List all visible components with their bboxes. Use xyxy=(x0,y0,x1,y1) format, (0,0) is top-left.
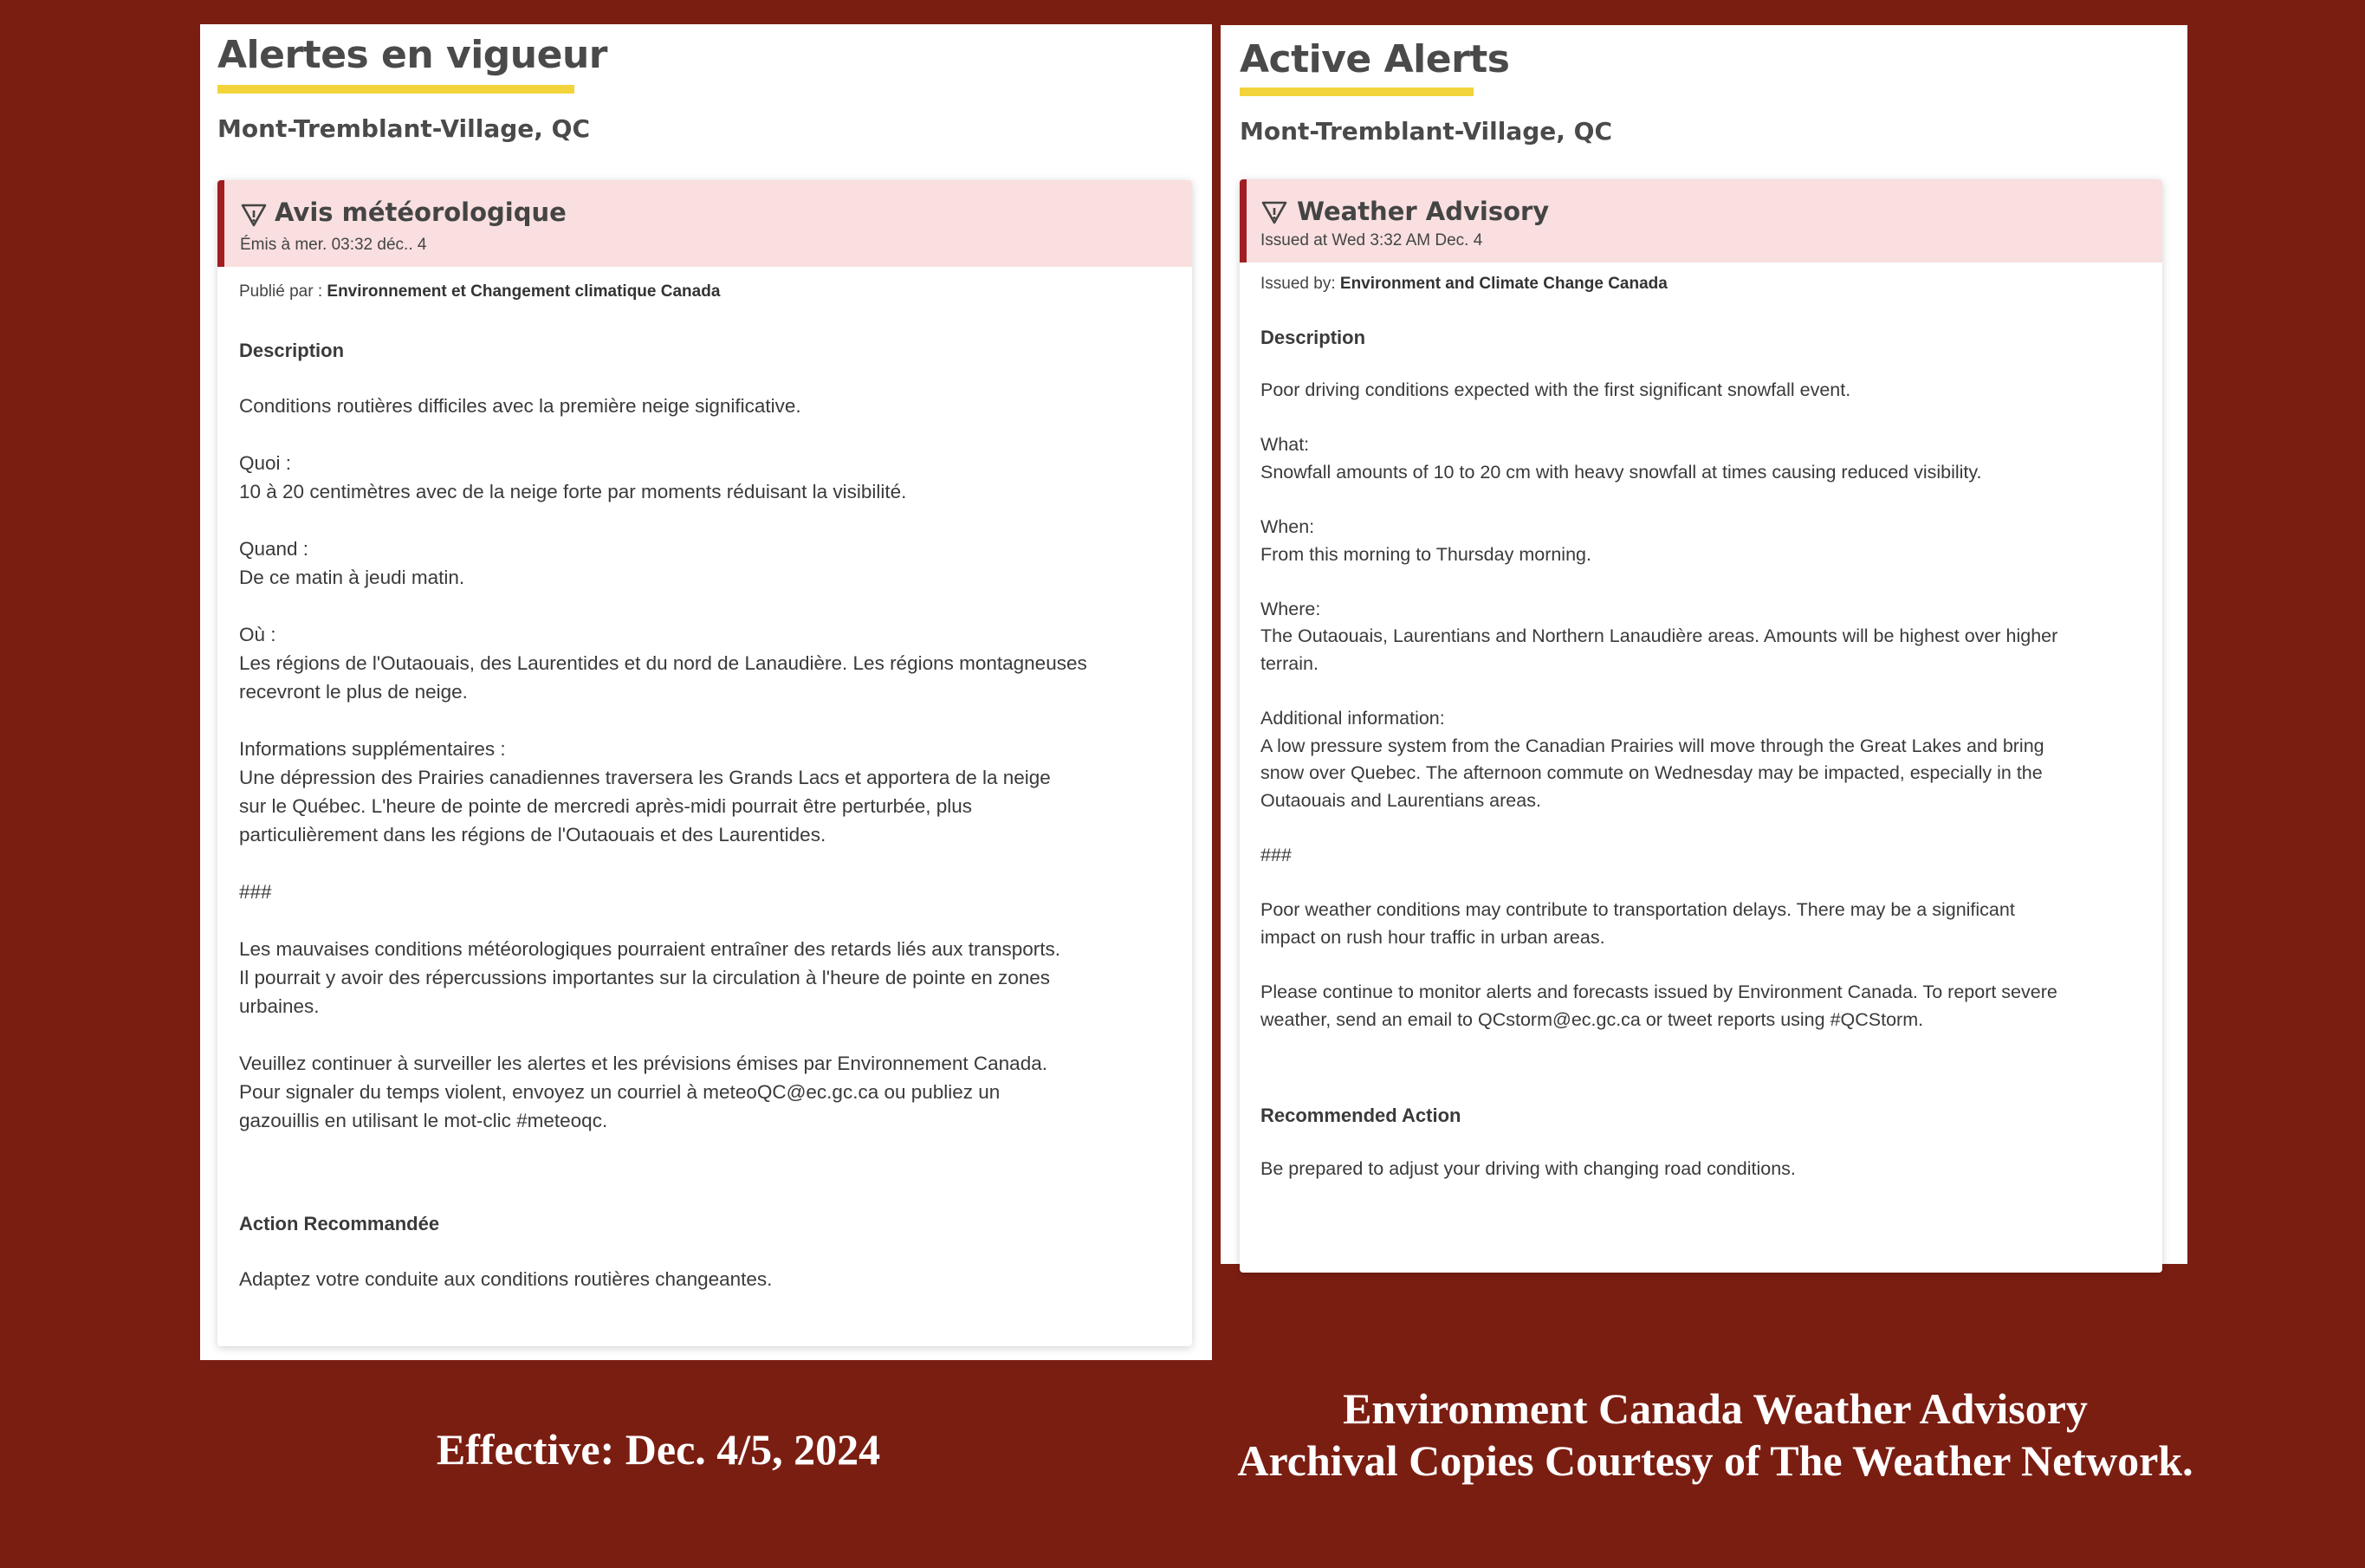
action-heading: Recommended Action xyxy=(1260,1105,1461,1126)
publisher-label: Issued by: xyxy=(1260,275,1340,293)
page-title: Alertes en vigueur xyxy=(217,33,607,77)
location-label: Mont-Tremblant-Village, QC xyxy=(1240,117,1612,146)
issued-time: Émis à mer. 03:32 déc.. 4 xyxy=(240,236,427,254)
publisher-line xyxy=(239,282,720,301)
warning-triangle-icon xyxy=(1260,198,1288,226)
action-heading: Action Recommandée xyxy=(239,1213,440,1234)
english-alert-panel xyxy=(1221,25,2187,1264)
alert-card xyxy=(217,180,1192,1346)
publisher-name: Environment and Climate Change Canada xyxy=(1339,275,1668,293)
title-underline xyxy=(217,85,574,94)
description-heading: Description xyxy=(239,340,345,361)
credit-caption xyxy=(1195,1383,2235,1487)
credit-line-1: Environment Canada Weather Advisory xyxy=(1343,1384,2088,1433)
alert-card xyxy=(1240,179,2162,1273)
action-text: Be prepared to adjust your driving with changing road conditions. xyxy=(1260,1158,1796,1179)
description-heading: Description xyxy=(1260,327,1366,348)
alert-card-header[interactable] xyxy=(1240,179,2162,262)
publisher-name: Environnement et Changement climatique Canada xyxy=(327,282,721,301)
description-text: Poor driving conditions expected with the first significant snowfall event. What: Snowfall amounts of 10 to 20 cm with heavy snowfall at times causing reduced visibility. When: From this morning to Thursday morning. Where: The Outaouais, Laurentians and Northern Lanaudière areas. Amounts will be highest over higher terrain. Additional information: A low pressure system from the Canadian Prairies will move through the Great Lakes and bring snow over Quebec. The afternoon commute on Wednesday may be impacted, especially in the Outaouais and Laurentians areas. ### Poor weather conditions may contribute to transportation delays. There may be a significant impact on rush hour traffic in urban areas. Please continue to monitor alerts and forecasts issued by Environment Canada. To report severe weather, send an email to QCstorm@ec.gc.ca or tweet reports using #QCStorm. xyxy=(1260,379,2058,1030)
alert-title: Avis météorologique xyxy=(275,198,567,227)
publisher-label: Publié par : xyxy=(239,282,327,301)
credit-line-2: Archival Copies Courtesy of The Weather Network. xyxy=(1237,1436,2193,1485)
alert-card-header[interactable] xyxy=(217,180,1192,267)
french-alert-panel xyxy=(200,24,1212,1360)
page-title: Active Alerts xyxy=(1240,37,1510,81)
issued-time: Issued at Wed 3:32 AM Dec. 4 xyxy=(1260,231,1483,249)
action-text: Adaptez votre conduite aux conditions routières changeantes. xyxy=(239,1268,773,1290)
location-label: Mont-Tremblant-Village, QC xyxy=(217,114,590,143)
warning-triangle-icon xyxy=(240,201,268,229)
title-underline xyxy=(1240,87,1474,96)
publisher-line xyxy=(1260,275,1668,294)
effective-date-caption: Effective: Dec. 4/5, 2024 xyxy=(436,1425,881,1474)
description-text: Conditions routières difficiles avec la première neige significative. Quoi : 10 à 20 centimètres avec de la neige forte par moments réduisant la visibilité. Quand : De ce matin à jeudi matin. Où : Les régions de l'Outaouais, des Laurentides et du nord de Lanaudière. Les régions montagneuses recevront le plus de neige. Informations supplémentaires : Une dépression des Prairies canadiennes traversera les Grands Lacs et apportera de la neige sur le Québec. L'heure de pointe de mercredi après-midi pourrait être perturbée, plus particulièrement dans les régions de l'Outaouais et des Laurentides. ### Les mauvaises conditions météorologiques pourraient entraîner des retards liés aux transports. Il pourrait y avoir des répercussions importantes sur la circulation à l'heure de pointe en zones urbaines. Veuillez continuer à surveiller les alertes et les prévisions émises par Environnement Canada. Pour signaler du temps violent, envoyez un courriel à meteoQC@ec.gc.ca ou publiez un gazouillis en utilisant le mot-clic #meteoqc. xyxy=(239,395,1087,1131)
alert-title: Weather Advisory xyxy=(1297,197,1550,226)
